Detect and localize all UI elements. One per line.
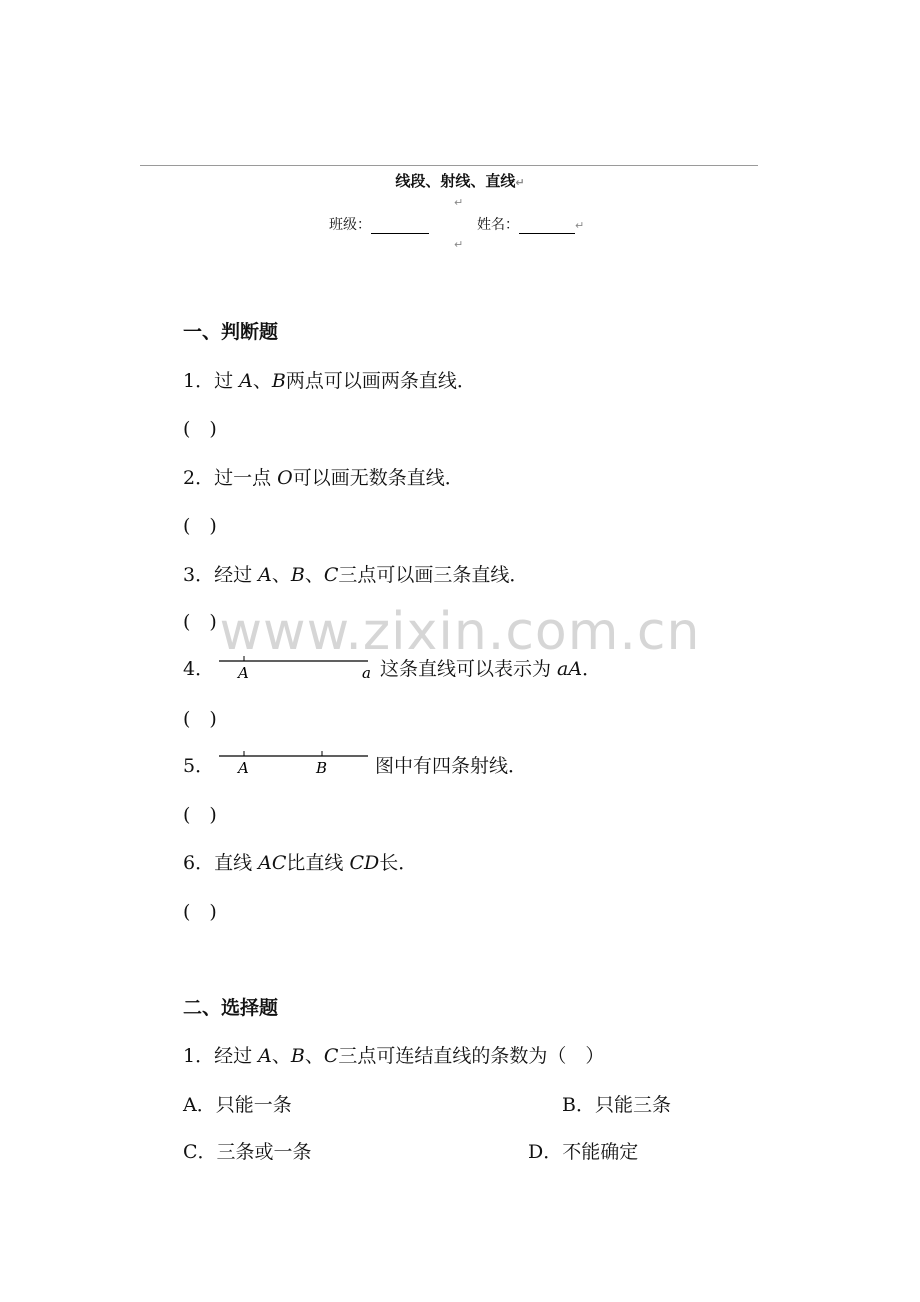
answer-paren[interactable]: ( ) [183, 708, 217, 730]
line-figure-q4 [216, 652, 376, 682]
answer-paren[interactable]: ( ) [183, 418, 217, 440]
line-label-a: a [362, 664, 371, 682]
class-label: 班级： [329, 217, 371, 233]
section-heading-choice: 二、选择题 [183, 997, 279, 1019]
question-2: 2．过一点 O可以画无数条直线． [183, 467, 464, 489]
name-field [477, 214, 584, 234]
class-field [329, 214, 429, 234]
answer-paren[interactable]: ( ) [183, 515, 217, 537]
name-blank[interactable] [519, 219, 575, 234]
point-label-B: B [316, 759, 328, 777]
section-heading-judgment: 一、判断题 [183, 321, 279, 343]
header-rule [140, 165, 758, 166]
option-d[interactable]: D．不能确定 [528, 1141, 639, 1163]
question-5-text: 图中有四条射线． [375, 755, 528, 777]
name-label: 姓名： [477, 217, 519, 233]
return-mark: ↵ [454, 238, 464, 251]
question-6: 6．直线 AC比直线 CD长． [183, 852, 418, 874]
line-figure-q5 [216, 747, 376, 777]
answer-paren[interactable]: ( ) [183, 804, 217, 826]
return-mark: ↵ [515, 176, 525, 189]
answer-paren[interactable]: ( ) [183, 901, 217, 923]
document-title [0, 170, 920, 191]
class-blank[interactable] [371, 219, 429, 234]
choice-question-1: 1．经过 A、B、C三点可连结直线的条数为（ ） [183, 1045, 605, 1067]
return-mark: ↵ [575, 219, 585, 232]
option-a[interactable]: A．只能一条 [183, 1094, 292, 1116]
return-mark: ↵ [454, 196, 464, 209]
question-3: 3．经过 A、B、C三点可以画三条直线． [183, 564, 529, 586]
question-5-number: 5． [183, 755, 215, 777]
question-1: 1．过 A、B两点可以画两条直线． [183, 370, 476, 392]
question-4-text: 这条直线可以表示为 aA． [380, 658, 602, 680]
point-label-A: A [238, 664, 249, 682]
question-4-number: 4． [183, 658, 215, 680]
answer-paren[interactable]: ( ) [183, 611, 217, 633]
point-label-A: A [238, 759, 249, 777]
option-b[interactable]: B．只能三条 [562, 1094, 671, 1116]
document-title-text: 线段、射线、直线 [395, 172, 516, 190]
watermark: www.zixin.com.cn [219, 602, 701, 662]
option-c[interactable]: C．三条或一条 [183, 1141, 312, 1163]
